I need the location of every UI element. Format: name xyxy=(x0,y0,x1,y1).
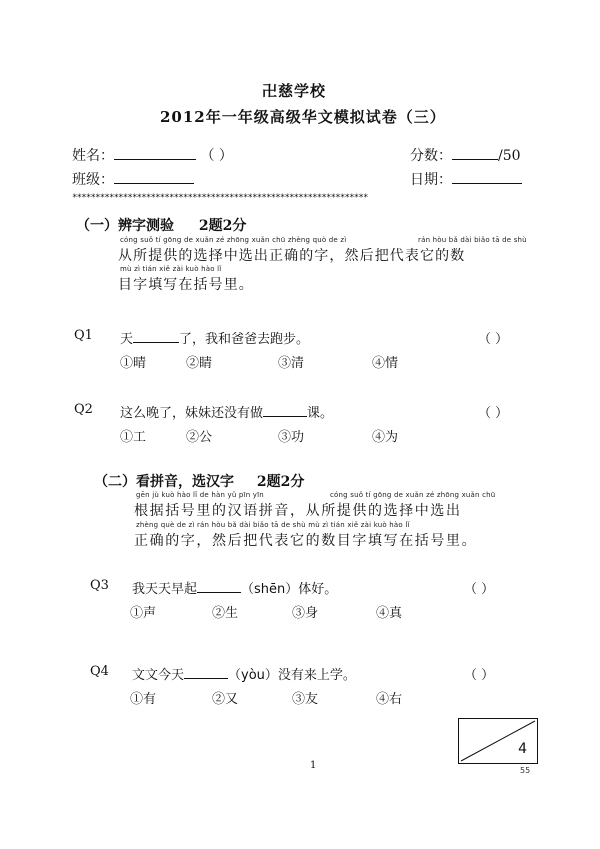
q2-stem-end: 课。 xyxy=(307,406,334,421)
section1-points: 2题2分 xyxy=(198,218,247,234)
q2-stem xyxy=(120,402,333,421)
q3-stem-start: 我天天早起 xyxy=(132,582,198,597)
score-total: /50 xyxy=(498,148,521,164)
section2-points: 2题2分 xyxy=(256,474,305,490)
q2-answer-paren[interactable]: （ ） xyxy=(478,406,509,421)
q4-answer-paren[interactable]: （ ） xyxy=(464,668,495,683)
section2-title: （二）看拼音，选汉字 xyxy=(94,474,234,490)
section2-instruction-1: 根据括号里的汉语拼音，从所提供的选择中选出 xyxy=(134,503,462,519)
class-blank[interactable] xyxy=(114,171,194,184)
q3-option-2[interactable]: ②生 xyxy=(212,606,239,621)
q2-stem-start: 这么晚了，妹妹还没有做 xyxy=(120,406,264,421)
q1-stem-start: 天 xyxy=(120,332,134,347)
q2-option-4[interactable]: ④为 xyxy=(372,430,399,445)
section1-instruction-1: 从所提供的选择中选出正确的字，然后把代表它的数 xyxy=(118,248,466,264)
name-label: 姓名： xyxy=(72,148,114,164)
q3-answer-paren[interactable]: （ ） xyxy=(464,582,495,597)
q3-number: Q3 xyxy=(90,578,109,593)
score-blank[interactable] xyxy=(452,147,498,160)
q4-option-2[interactable]: ②又 xyxy=(212,692,239,707)
q2-option-3[interactable]: ③功 xyxy=(278,430,305,445)
q1-option-3[interactable]: ③清 xyxy=(278,356,305,371)
q4-option-1[interactable]: ①有 xyxy=(130,692,157,707)
q3-blank[interactable] xyxy=(197,582,241,593)
q1-option-4[interactable]: ④情 xyxy=(372,356,399,371)
name-blank[interactable] xyxy=(114,147,196,160)
q2-number: Q2 xyxy=(74,402,93,417)
q4-blank[interactable] xyxy=(184,668,228,679)
q3-stem xyxy=(132,578,337,597)
section2-instruction-2: 正确的字，然后把代表它的数目字填写在括号里。 xyxy=(134,533,478,549)
q3-option-4[interactable]: ④真 xyxy=(376,606,403,621)
q1-option-1[interactable]: ①晴 xyxy=(120,356,147,371)
q2-blank[interactable] xyxy=(263,406,307,417)
q3-stem-pinyin: （shēn） xyxy=(241,582,299,597)
date-blank[interactable] xyxy=(452,171,522,184)
section2-pinyin-1b: cóng suǒ tí gōng de xuǎn zé zhōng xuǎn chū xyxy=(330,491,496,499)
q1-stem-end: 了，我和爸爸去跑步。 xyxy=(179,332,310,347)
q4-stem-pinyin: （yòu） xyxy=(228,668,278,683)
section2-pinyin-2: zhèng què de zì rán hòu bǎ dài biǎo tā de shù mù zì tián xiě zài kuò hào lǐ xyxy=(136,521,410,529)
section2-pinyin-1a: gēn jù kuò hào lǐ de hàn yǔ pīn yīn xyxy=(136,491,264,499)
name-index-paren[interactable]: （ ） xyxy=(200,148,233,164)
q1-answer-paren[interactable]: （ ） xyxy=(478,332,509,347)
page-score-box xyxy=(458,718,538,764)
star-divider: **************************************************************** xyxy=(72,193,368,203)
class-label: 班级： xyxy=(72,172,114,188)
q4-option-4[interactable]: ④右 xyxy=(376,692,403,707)
exam-title: 2012年一年级高级华文模拟试卷（三） xyxy=(160,108,446,126)
section1-heading xyxy=(76,215,246,235)
page-number: 1 xyxy=(310,760,317,771)
section2-heading xyxy=(94,471,304,491)
date-row xyxy=(410,169,522,189)
q1-blank[interactable] xyxy=(133,332,179,343)
section1-pinyin-1a: cóng suǒ tí gōng de xuǎn zé zhōng xuǎn chū zhèng quò de zì xyxy=(120,236,347,244)
q4-stem xyxy=(132,664,356,683)
q2-option-1[interactable]: ①工 xyxy=(120,430,147,445)
q3-option-3[interactable]: ③身 xyxy=(292,606,319,621)
score-label: 分数： xyxy=(410,148,452,164)
score-box-value: 4 xyxy=(518,741,527,757)
section1-title: （一）辨字测验 xyxy=(76,218,174,234)
q4-stem-start: 文文今天 xyxy=(132,668,185,683)
q3-stem-end: 体好。 xyxy=(298,582,338,597)
q4-option-3[interactable]: ③友 xyxy=(292,692,319,707)
q1-stem xyxy=(120,328,309,347)
q4-number: Q4 xyxy=(90,664,109,679)
name-row xyxy=(72,145,233,165)
school-name: 卍慈学校 xyxy=(262,82,327,100)
class-row xyxy=(72,169,194,189)
section1-instruction-2: 目字填写在括号里。 xyxy=(118,277,254,293)
q1-number: Q1 xyxy=(74,328,93,343)
q3-option-1[interactable]: ①声 xyxy=(130,606,157,621)
section1-pinyin-1b: rán hòu bǎ dài biǎo tā de shù xyxy=(418,236,527,244)
date-label: 日期： xyxy=(410,172,452,188)
q2-option-2[interactable]: ②公 xyxy=(186,430,213,445)
q1-option-2[interactable]: ②睛 xyxy=(186,356,213,371)
section1-pinyin-2: mù zì tián xiě zài kuò hào lǐ xyxy=(120,265,222,273)
score-row xyxy=(410,145,521,165)
handwritten-total: 55 xyxy=(520,766,531,775)
q4-stem-end: 没有来上学。 xyxy=(277,668,356,683)
